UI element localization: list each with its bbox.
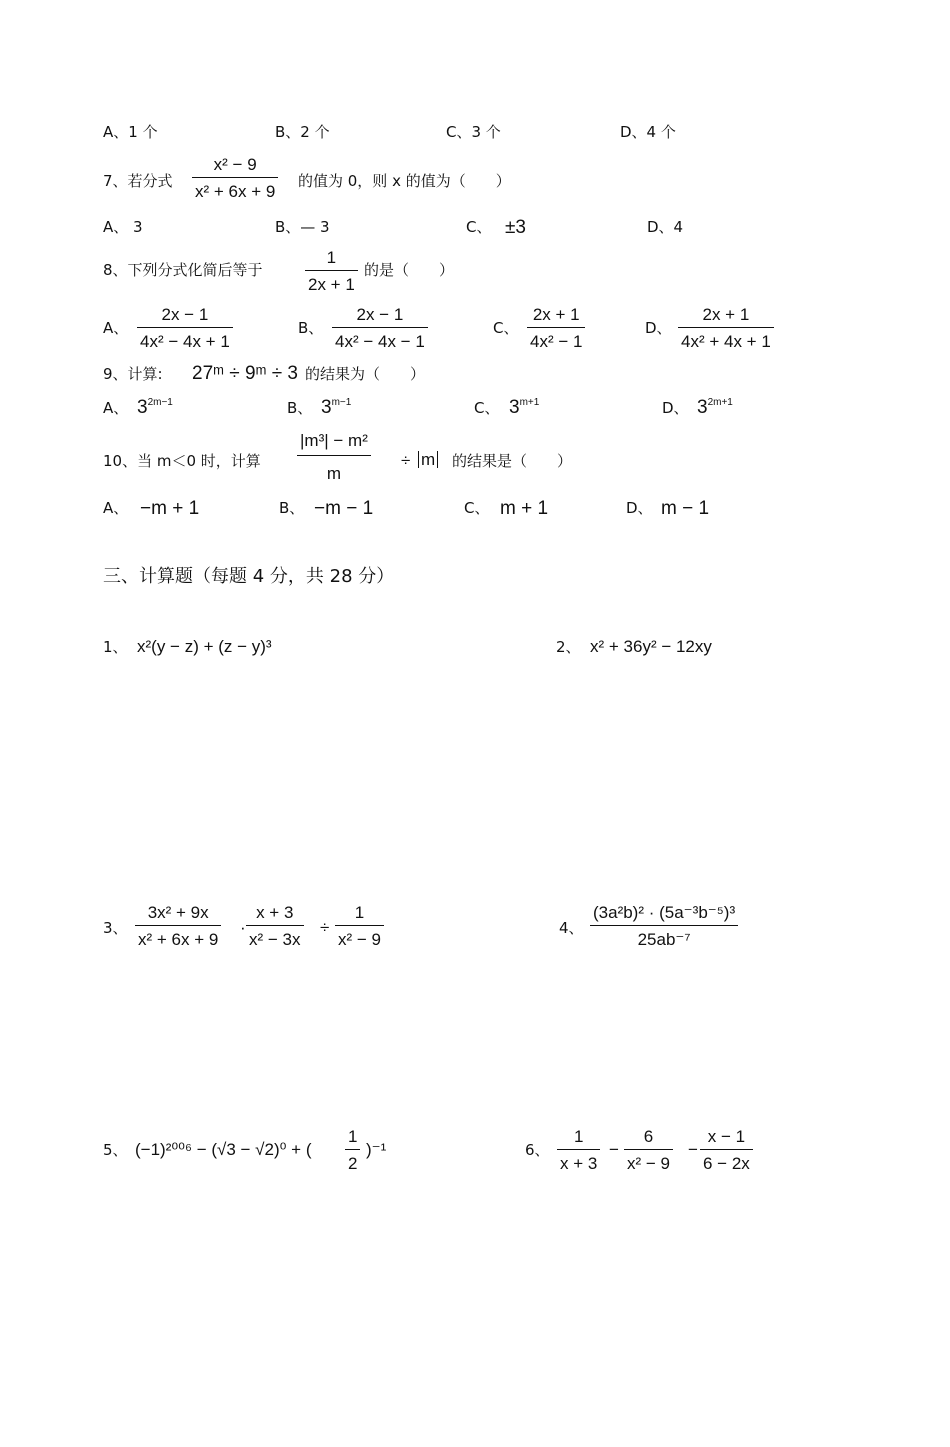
p6-f2-den: x² − 9 — [627, 1154, 670, 1173]
p4-numerator: (3a²b)² · (5a⁻³b⁻⁵)³ — [590, 904, 738, 926]
q7-suffix: 的值为 0，则 x 的值为（ ） — [298, 172, 511, 190]
q9-option-d-exp: 2m+1 — [707, 397, 733, 408]
q8-option-a-den: 4x² − 4x + 1 — [140, 332, 230, 351]
p4-fraction — [590, 904, 738, 948]
q9-expression: 27ᵐ ÷ 9ᵐ ÷ 3 — [192, 363, 299, 384]
q10-denominator: m — [326, 464, 342, 483]
p6-f3-num: x − 1 — [700, 1128, 753, 1150]
q7-option-c-label: C、 — [466, 218, 492, 236]
p4-label: 4、 — [559, 919, 584, 937]
q8-option-a-fraction — [137, 306, 233, 350]
q9-option-d-label: D、 — [662, 399, 689, 417]
p6-f2-num: 6 — [624, 1128, 673, 1150]
q9-prompt: 9、计算: — [103, 365, 163, 383]
q6-option-c: C、3 个 — [446, 123, 501, 141]
q9-option-b-label: B、 — [287, 399, 313, 417]
p6-f1-num: 1 — [557, 1128, 600, 1150]
q9-option-a-label: A、 — [103, 399, 129, 417]
p5-half-den: 2 — [348, 1154, 358, 1173]
q8-fraction — [305, 249, 358, 293]
q8-suffix: 的是（ ） — [364, 261, 455, 279]
q8-option-c-fraction — [527, 306, 585, 350]
p3-f3-num: 1 — [335, 904, 384, 926]
p6-fraction-1 — [557, 1128, 600, 1172]
q8-option-a-label: A、 — [103, 319, 129, 337]
q8-numerator: 1 — [305, 249, 358, 271]
q10-fraction — [297, 432, 371, 482]
p5-expression-b: )⁻¹ — [366, 1140, 387, 1159]
q7-option-a: A、 3 — [103, 218, 143, 236]
q8-option-b-num: 2x − 1 — [332, 306, 428, 328]
q8-denominator: 2x + 1 — [308, 275, 355, 294]
q8-prompt: 8、下列分式化简后等于 — [103, 261, 263, 279]
q7-option-c-value: ±3 — [505, 217, 526, 238]
p6-f3-den: 6 − 2x — [703, 1154, 750, 1173]
q9-suffix: 的结果为（ ） — [305, 365, 426, 383]
q8-option-c-den: 4x² − 1 — [530, 332, 583, 351]
p3-f2-den: x² − 3x — [249, 930, 301, 949]
p4-denominator: 25ab⁻⁷ — [637, 930, 691, 949]
q10-option-b-label: B、 — [279, 499, 305, 517]
p5-expression-a: (−1)²⁰⁰⁶ − (√3 − √2)⁰ + ( — [135, 1140, 312, 1159]
q10-option-a-label: A、 — [103, 499, 129, 517]
q9-option-c-exp: m+1 — [519, 397, 540, 408]
p6-f1-den: x + 3 — [560, 1154, 598, 1173]
p1-expression: x²(y − z) + (z − y)³ — [137, 637, 272, 656]
q6-option-b: B、2 个 — [275, 123, 330, 141]
q9-option-b-exp: m−1 — [331, 397, 352, 408]
q10-option-d-value: m − 1 — [661, 498, 710, 519]
q9-option-d-value — [697, 398, 733, 417]
p5-half-num: 1 — [345, 1128, 360, 1150]
q8-option-a-num: 2x − 1 — [137, 306, 233, 328]
q8-option-b-label: B、 — [298, 319, 324, 337]
p3-label: 3、 — [103, 919, 128, 937]
q6-option-d: D、4 个 — [620, 123, 676, 141]
q7-fraction — [192, 156, 278, 200]
p5-half-fraction — [345, 1128, 360, 1172]
p6-label: 6、 — [525, 1141, 550, 1159]
q8-option-d-fraction — [678, 306, 774, 350]
q6-option-a: A、1 个 — [103, 123, 158, 141]
q9-option-a-base: 3 — [137, 397, 148, 418]
p3-op1: · — [240, 918, 246, 937]
q10-option-a-value: −m + 1 — [140, 498, 200, 519]
q8-option-c-num: 2x + 1 — [527, 306, 585, 328]
q7-prompt: 7、若分式 — [103, 172, 173, 190]
q10-option-c-value: m + 1 — [500, 498, 549, 519]
q8-option-b-fraction — [332, 306, 428, 350]
q10-prompt: 10、当 m＜0 时，计算 — [103, 452, 261, 470]
p3-fraction-1 — [135, 904, 221, 948]
p3-f1-den: x² + 6x + 9 — [138, 930, 219, 949]
q10-abs-m: m — [418, 451, 438, 468]
q7-denominator: x² + 6x + 9 — [195, 182, 276, 201]
q10-suffix: 的结果是（ ） — [452, 452, 573, 470]
q8-option-d-den: 4x² + 4x + 1 — [681, 332, 771, 351]
q10-option-c-label: C、 — [464, 499, 490, 517]
q9-option-c-base: 3 — [509, 397, 520, 418]
p3-fraction-2 — [246, 904, 304, 948]
q10-numerator: |m³| − m² — [297, 432, 371, 456]
p6-op2: − — [688, 1140, 698, 1159]
q8-option-b-den: 4x² − 4x − 1 — [335, 332, 425, 351]
q8-option-d-label: D、 — [645, 319, 672, 337]
p3-f3-den: x² − 9 — [338, 930, 381, 949]
p1-label: 1、 — [103, 638, 128, 656]
q9-option-b-base: 3 — [321, 397, 332, 418]
p2-label: 2、 — [556, 638, 581, 656]
p2-expression: x² + 36y² − 12xy — [590, 637, 712, 656]
q9-option-a-exp: 2m−1 — [147, 397, 173, 408]
q7-numerator: x² − 9 — [192, 156, 278, 178]
p6-fraction-2 — [624, 1128, 673, 1172]
p3-op2: ÷ — [320, 918, 330, 937]
q9-option-c-label: C、 — [474, 399, 500, 417]
section3-title: 三、计算题（每题 4 分，共 28 分） — [103, 566, 395, 587]
q7-option-d: D、4 — [647, 218, 684, 236]
p3-f1-num: 3x² + 9x — [135, 904, 221, 926]
q9-option-d-base: 3 — [697, 397, 708, 418]
q8-option-d-num: 2x + 1 — [678, 306, 774, 328]
q10-option-d-label: D、 — [626, 499, 653, 517]
q10-option-b-value: −m − 1 — [314, 498, 374, 519]
q7-option-b: B、— 3 — [275, 218, 330, 236]
q9-option-a-value — [137, 398, 173, 417]
p5-label: 5、 — [103, 1141, 128, 1159]
p3-f2-num: x + 3 — [246, 904, 304, 926]
q8-option-c-label: C、 — [493, 319, 519, 337]
q9-option-c-value — [509, 398, 539, 417]
q10-divide: ÷ — [401, 451, 411, 470]
p6-fraction-3 — [700, 1128, 753, 1172]
q9-option-b-value — [321, 398, 351, 417]
p3-fraction-3 — [335, 904, 384, 948]
p6-op1: − — [609, 1140, 619, 1159]
